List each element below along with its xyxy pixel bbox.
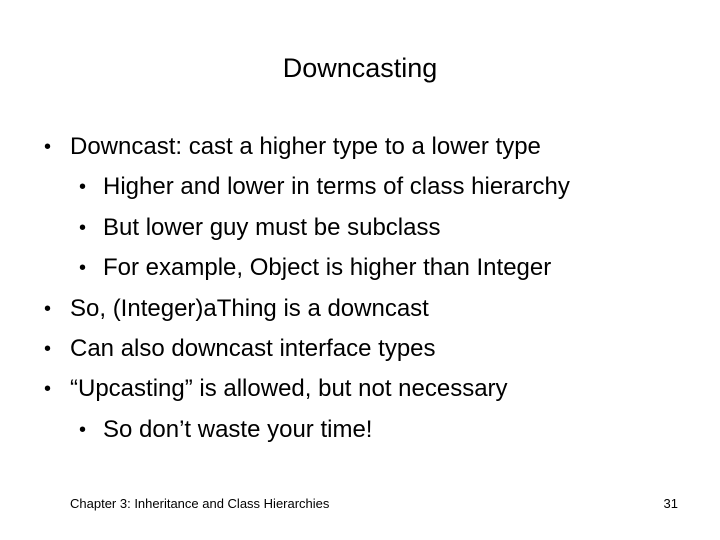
slide-title: Downcasting [282,53,438,83]
bullet-item [0,289,720,329]
bullet-text: So, (Integer)aThing is a downcast [70,294,429,322]
bullet-list [0,127,720,450]
bullet-text: So don’t waste your time! [103,415,373,443]
sub-bullet-item [0,167,720,207]
bullet-marker: • [79,418,87,441]
bullet-text: Downcast: cast a higher type to a lower type [70,133,541,160]
bullet-text: Higher and lower in terms of class hierarchy [103,173,570,201]
page-number: 31 [663,496,678,511]
bullet-item [0,127,720,167]
bullet-marker: • [79,176,87,199]
bullet-item [0,329,720,369]
bullet-marker: • [79,216,87,239]
bullet-text: “Upcasting” is allowed, but not necessary [70,375,508,403]
bullet-marker: • [44,136,52,158]
bullet-marker: • [79,257,87,280]
bullet-item [0,369,720,409]
sub-bullet-item [0,248,720,288]
bullet-text: For example, Object is higher than Integer [103,254,552,282]
sub-bullet-item [0,208,720,248]
bullet-marker: • [44,337,52,360]
sub-bullet-item [0,410,720,450]
slide-footer: Chapter 3: Inheritance and Class Hierarchies [70,496,330,511]
bullet-marker: • [44,378,52,401]
bullet-text: But lower guy must be subclass [103,213,441,241]
bullet-text: Can also downcast interface types [70,334,436,362]
bullet-marker: • [44,297,52,320]
